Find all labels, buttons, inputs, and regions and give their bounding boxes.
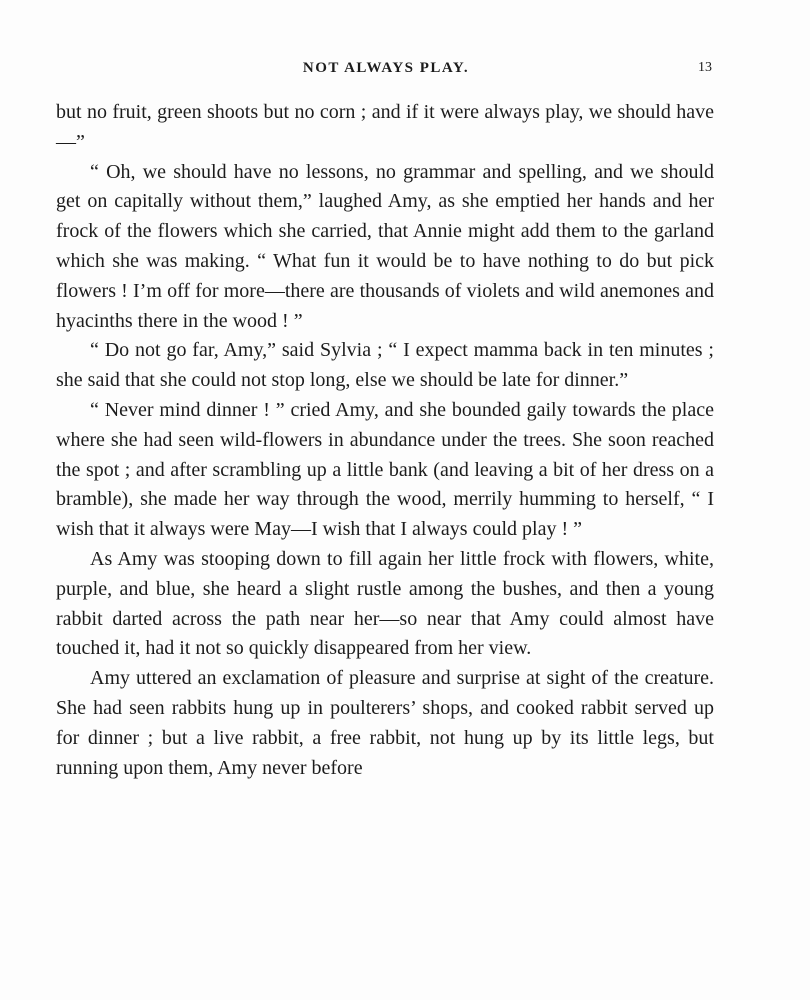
page-number: 13	[698, 60, 712, 75]
body-text	[56, 98, 714, 783]
paragraph: “ Do not go far, Amy,” said Sylvia ; “ I expect mamma back in ten minutes ; she said that she could not stop long, else we should be late for dinner.”	[56, 339, 714, 392]
paragraph: As Amy was stooping down to fill again her little frock with flowers, white, purple, and blue, she heard a slight rustle among the bushes, and then a young rabbit darted across the path near her—so near that Amy could almost have touched it, had it not so quickly disappeared from her view.	[56, 547, 714, 660]
page-header	[56, 60, 716, 84]
paragraph-continued: but no fruit, green shoots but no corn ; and if it were always play, we should have—”	[56, 101, 714, 153]
paragraph: “ Oh, we should have no lessons, no grammar and spelling, and we should get on capitally without them,” laughed Amy, as she emptied her hands and her frock of the flowers which she carried, that Annie might add them to the garland which she was making. “ What fun it would be to have nothing to do but pick flowers ! I’m off for more—there are thousands of violets and wild anemones and hyacinths there in the wood ! ”	[56, 160, 714, 332]
paragraph: “ Never mind dinner ! ” cried Amy, and she bounded gaily towards the place where she had seen wild-flowers in abundance under the trees. She soon reached the spot ; and after scrambling up a little bank (and leaving a bit of her dress on a bramble), she made her way through the wood, merrily humming to herself, “ I wish that it always were May—I wish that I always could play ! ”	[56, 398, 714, 541]
running-head: NOT ALWAYS PLAY.	[302, 60, 470, 76]
paragraph: Amy uttered an exclamation of pleasure and surprise at sight of the creature. She had seen rabbits hung up in poulterers’ shops, and cooked rabbit served up for dinner ; but a live rabbit, a free rabbit, not hung up by its little legs, but running upon them, Amy never before	[56, 667, 714, 779]
